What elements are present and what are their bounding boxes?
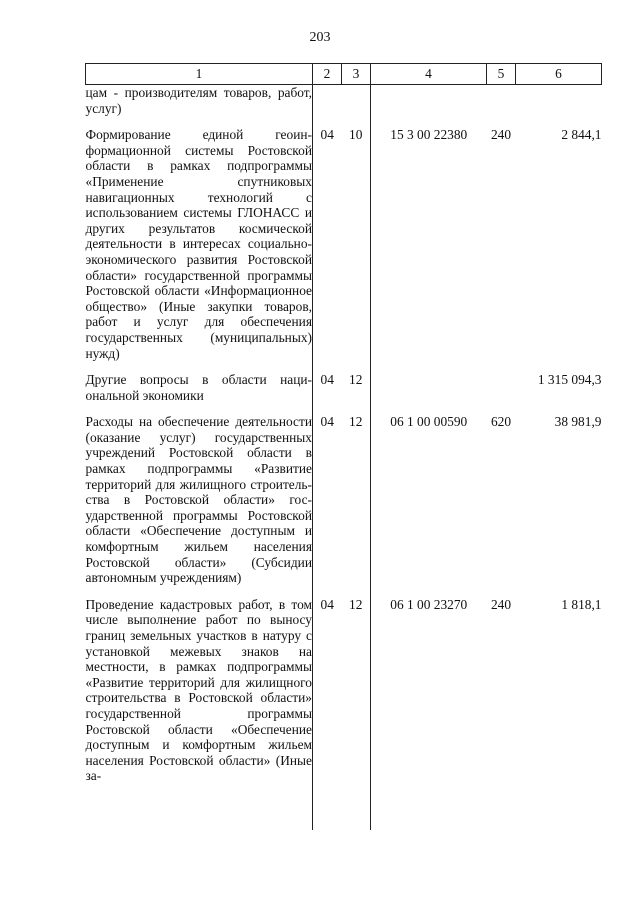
row-description: Проведение кадастровых работ, в том числе выполнение работ по выносу границ земельных участков в натуру с установкой межевых знаков на местности, в рамках подпрограммы «Развитие территорий для жилищного строительства в Ростовской области» государственной программы Ростовской области «Обеспечение доступным и комфортным жильем населения Ростовской области» (Иные за- [85,596,312,784]
row-col6: 2 844,1 [561,127,602,143]
table-row [86,597,602,784]
row-description: цам - производителям товаров, работ, услуг) [85,85,312,116]
row-col3: 12 [342,414,371,586]
row-col3 [342,85,371,117]
row-spacer [86,116,602,127]
row-spacer [86,361,602,372]
row-col5 [487,372,516,403]
row-col5: 240 [490,596,512,612]
row-col2: 04 [320,414,334,430]
header-col-3: 3 [342,64,371,85]
row-col2: 04 [320,127,334,143]
header-col-5: 5 [487,64,516,85]
row-spacer [86,784,602,830]
row-col2 [313,85,342,117]
row-col4: 06 1 00 23270 [390,596,468,612]
row-col4 [371,372,487,403]
row-spacer [86,586,602,597]
row-col6: 38 981,9 [554,414,602,430]
budget-table [85,63,602,830]
row-col6 [516,85,602,117]
row-col2: 04 [320,372,334,388]
row-description: Формирование единой геоинформационной системы Ростовской области в рамках подпрограммы «Применение спутниковых навигационных технологий с использованием системы ГЛОНАСС и других результатов космической деятельности в интересах социально-экономического развития Ростовской области» государственной программы Ростовской области «Информационное общество» (Иные закупки товаров, работ и услуг для обеспечения государственных (муниципальных) нужд) [85,127,312,361]
table-row [86,85,602,117]
table-header-row [86,64,602,85]
row-description: Расходы на обеспечение деятельности (оказание услуг) государственных учреждений Ростовской области в рамках подпрограммы «Развитие территорий для жилищного строительства в Ростовской области» государственной программы Ростовской области «Обеспечение доступным и комфортным жильем населения Ростовской области» (Субсидии автономным учреждениям) [85,414,312,586]
page-number: 203 [309,30,331,45]
row-col4: 15 3 00 22380 [390,127,468,143]
row-spacer [86,403,602,414]
row-col6: 1 818,1 [561,596,602,612]
row-col4 [371,85,487,117]
row-col6: 1 315 094,3 [537,372,602,388]
header-col-6: 6 [516,64,602,85]
table-row [86,414,602,586]
header-col-4: 4 [371,64,487,85]
row-col3: 12 [342,372,371,403]
header-col-1: 1 [86,64,313,85]
row-col2: 04 [320,596,334,612]
row-col3: 10 [342,127,371,361]
row-description: Другие вопросы в области национальной экономики [85,372,312,403]
table-row [86,372,602,403]
row-col5 [487,85,516,117]
row-col4: 06 1 00 00590 [390,414,468,430]
table-row [86,127,602,361]
row-col5: 620 [490,414,512,430]
header-col-2: 2 [313,64,342,85]
row-col3: 12 [342,597,371,784]
row-col5: 240 [490,127,512,143]
